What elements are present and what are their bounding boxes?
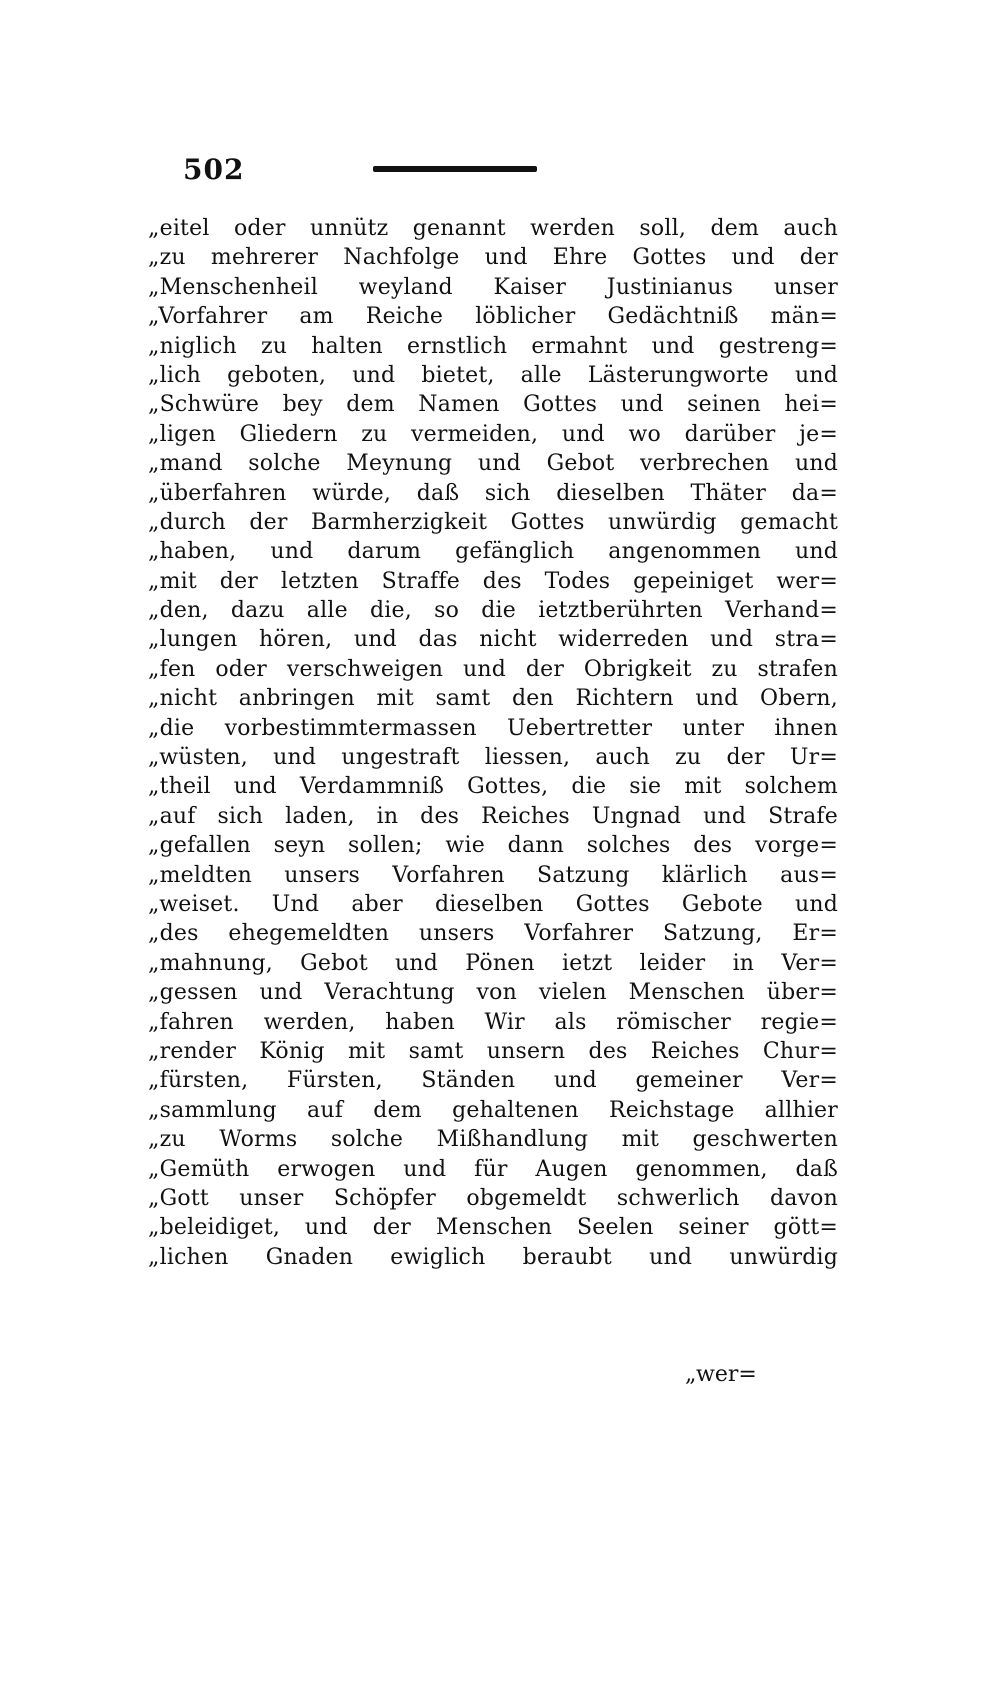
text-line: „lich geboten, und bietet, alle Lästerungworte und: [148, 362, 838, 388]
text-line: „mit der letzten Straffe des Todes gepeiniget wer=: [148, 568, 838, 594]
text-line: „theil und Verdammniß Gottes, die sie mit solchem: [148, 774, 838, 800]
text-line: „fen oder verschweigen und der Obrigkeit zu strafen: [148, 656, 838, 682]
text-line: „lungen hören, und das nicht widerreden und stra=: [148, 627, 838, 653]
text-line: „Vorfahrer am Reiche löblicher Gedächtniß män=: [148, 304, 838, 330]
text-line: „gessen und Verachtung von vielen Menschen über=: [148, 980, 838, 1006]
text-line: „fahren werden, haben Wir als römischer regie=: [148, 1009, 838, 1035]
text-line: „render König mit samt unsern des Reiches Chur=: [148, 1038, 838, 1064]
text-line: „haben, und darum gefänglich angenommen und: [148, 539, 838, 565]
text-line: „zu Worms solche Mißhandlung mit geschwerten: [148, 1127, 838, 1153]
text-line: „auf sich laden, in des Reiches Ungnad und Strafe: [148, 803, 838, 829]
text-line: „überfahren würde, daß sich dieselben Thäter da=: [148, 480, 838, 506]
text-line: „wüsten, und ungestraft liessen, auch zu der Ur=: [148, 745, 838, 771]
text-line: „die vorbestimmtermassen Uebertretter unter ihnen: [148, 715, 838, 741]
page-header: [150, 150, 840, 190]
text-line: „beleidiget, und der Menschen Seelen seiner gött=: [148, 1215, 838, 1241]
header-rule: [373, 166, 537, 172]
text-line: „eitel oder unnütz genannt werden soll, dem auch: [148, 216, 838, 241]
text-line: „den, dazu alle die, so die ietztberührten Verhand=: [148, 598, 838, 624]
text-line: „durch der Barmherzigkeit Gottes unwürdig gemacht: [148, 509, 838, 535]
text-line: „Menschenheil weyland Kaiser Justinianus unser: [148, 274, 838, 300]
text-line: „lichen Gnaden ewiglich beraubt und unwürdig: [148, 1244, 838, 1270]
text-line: „mahnung, Gebot und Pönen ietzt leider in Ver=: [148, 950, 838, 976]
text-line: „Gemüth erwogen und für Augen genommen, daß: [148, 1156, 838, 1182]
text-line: „ligen Gliedern zu vermeiden, und wo darüber je=: [148, 421, 838, 447]
text-line: „des ehegemeldten unsers Vorfahrer Satzung, Er=: [148, 921, 838, 947]
text-line: „mand solche Meynung und Gebot verbrechen und: [148, 451, 838, 477]
text-line: „gefallen seyn sollen; wie dann solches des vorge=: [148, 833, 838, 859]
text-line: „sammlung auf dem gehaltenen Reichstage allhier: [148, 1097, 838, 1123]
text-line: „nicht anbringen mit samt den Richtern und Obern,: [148, 686, 838, 712]
text-line: „weiset. Und aber dieselben Gottes Gebote und: [148, 891, 838, 917]
text-line: „Schwüre bey dem Namen Gottes und seinen hei=: [148, 392, 838, 418]
catchword: „wer=: [685, 1362, 757, 1387]
text-line: „niglich zu halten ernstlich ermahnt und gestreng=: [148, 333, 838, 359]
body-text: [148, 214, 838, 1272]
text-line: „Gott unser Schöpfer obgemeldt schwerlich davon: [148, 1185, 838, 1211]
text-line: „zu mehrerer Nachfolge und Ehre Gottes und der: [148, 245, 838, 271]
text-line: „meldten unsers Vorfahren Satzung klärlich aus=: [148, 862, 838, 888]
text-line: „fürsten, Fürsten, Ständen und gemeiner Ver=: [148, 1068, 838, 1094]
page-number: 502: [183, 153, 245, 186]
